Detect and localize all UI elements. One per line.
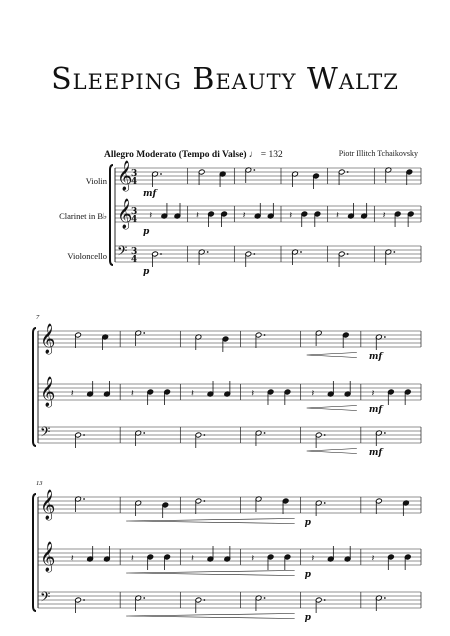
instrument-label-cello: Violoncello [67, 251, 107, 261]
quarter-rest-icon: 𝄽 [149, 211, 153, 221]
instrument-label-violin: Violin [85, 176, 107, 186]
piece-title: Sleeping Beauty Waltz [51, 62, 399, 97]
quarter-rest-icon: 𝄽 [251, 554, 255, 564]
quarter-rest-icon: 𝄽 [196, 211, 199, 221]
system-bracket [110, 165, 113, 265]
note-dot [384, 597, 386, 599]
note-dot [203, 434, 205, 436]
treble-clef-icon: 𝄞 [40, 377, 56, 407]
bass-clef-icon: 𝄢 [40, 589, 51, 608]
crescendo-hairpin [307, 406, 357, 411]
system-bracket [33, 494, 36, 611]
quarter-rest-icon: 𝄽 [70, 389, 74, 399]
quarter-rest-icon: 𝄽 [336, 211, 339, 221]
note-dot [253, 253, 255, 255]
dynamic-marking: p [304, 570, 311, 580]
note-dot [324, 599, 326, 601]
dynamic-marking: p [304, 518, 311, 528]
quarter-rest-icon: 𝄽 [289, 211, 293, 221]
note-dot [300, 251, 302, 253]
note-dot [264, 432, 266, 434]
bass-clef-icon: 𝄢 [117, 243, 128, 262]
instrument-label-clarinet: Clarinet in B♭ [59, 211, 107, 221]
tempo-text: Allegro Moderato (Tempo di Valse) [104, 150, 247, 160]
note-dot [83, 599, 85, 601]
note-dot [393, 251, 395, 253]
note-dot [203, 500, 205, 502]
note-dot [324, 434, 326, 436]
quarter-rest-icon: 𝄽 [371, 389, 375, 399]
note-dot [384, 432, 386, 434]
note-dot [160, 173, 162, 175]
quarter-rest-icon: 𝄽 [311, 389, 315, 399]
quarter-rest-icon: 𝄽 [311, 554, 315, 564]
note-dot [264, 597, 266, 599]
quarter-rest-icon: 𝄽 [191, 554, 194, 564]
dynamic-marking: mf [368, 405, 383, 415]
system-bracket [33, 328, 36, 446]
quarter-rest-icon: 𝄽 [70, 554, 74, 564]
quarter-rest-icon: 𝄽 [191, 389, 194, 399]
quarter-rest-icon: 𝄽 [130, 389, 134, 399]
composer-name: Piotr Illitch Tchaikovsky [338, 149, 418, 158]
time-signature-top: 3 [131, 247, 138, 257]
crescendo-hairpin [126, 519, 294, 524]
note-dot [347, 171, 349, 173]
dynamic-marking: mf [368, 352, 383, 362]
crescendo-hairpin [126, 614, 294, 619]
treble-clef-icon: 𝄞 [117, 161, 133, 191]
dynamic-marking: p [143, 227, 150, 237]
treble-clef-icon: 𝄞 [40, 490, 56, 520]
note-dot [160, 253, 162, 255]
note-dot [203, 599, 205, 601]
time-signature-bottom: 4 [131, 255, 138, 265]
note-dot [253, 169, 255, 171]
dynamic-marking: p [143, 267, 150, 277]
time-signature-bottom: 4 [131, 215, 138, 225]
quarter-rest-icon: 𝄽 [382, 211, 386, 221]
note-dot [324, 502, 326, 504]
bass-clef-icon: 𝄢 [40, 424, 51, 443]
time-signature-top: 3 [131, 207, 138, 217]
dynamic-marking: mf [368, 448, 383, 458]
note-dot [143, 432, 145, 434]
measure-number-7: 7 [36, 314, 40, 321]
quarter-rest-icon: 𝄽 [371, 554, 375, 564]
treble-clef-icon: 𝄞 [40, 542, 56, 572]
treble-clef-icon: 𝄞 [117, 199, 133, 229]
note-dot [347, 253, 349, 255]
time-signature-bottom: 4 [131, 177, 138, 187]
crescendo-hairpin [307, 353, 357, 358]
crescendo-hairpin [307, 449, 357, 454]
treble-clef-icon: 𝄞 [40, 324, 56, 354]
dynamic-marking: p [304, 613, 311, 623]
crescendo-hairpin [126, 571, 294, 576]
time-signature-top: 3 [131, 169, 138, 179]
note-dot [143, 597, 145, 599]
quarter-rest-icon: 𝄽 [130, 554, 134, 564]
note-dot [143, 332, 145, 334]
quarter-rest-icon: 𝄽 [242, 211, 246, 221]
note-dot [83, 498, 85, 500]
metronome-mark: ♩ = 132 [248, 150, 283, 160]
note-dot [384, 336, 386, 338]
note-dot [83, 434, 85, 436]
quarter-rest-icon: 𝄽 [251, 389, 255, 399]
measure-number-13: 13 [36, 480, 43, 487]
note-dot [264, 334, 266, 336]
note-dot [207, 251, 209, 253]
dynamic-marking: mf [143, 189, 157, 199]
